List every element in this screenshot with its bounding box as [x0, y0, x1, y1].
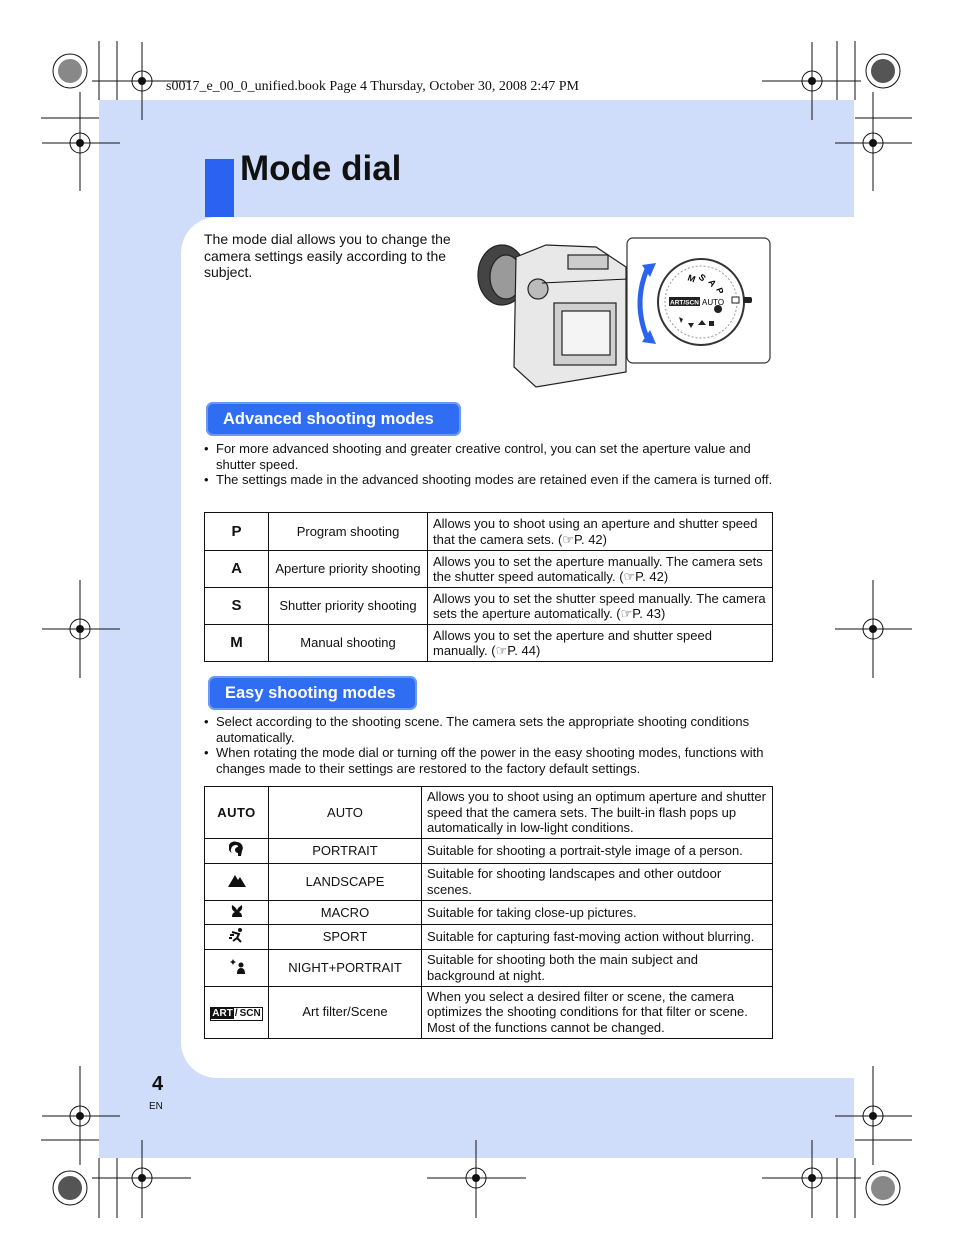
easy-modes-table — [204, 786, 773, 1039]
dial-label-p: P — [714, 286, 726, 296]
table-row — [205, 986, 773, 1038]
dial-label-artscn: ART/SCN — [670, 299, 699, 307]
list-item: • The settings made in the advanced shooting modes are retained even if the camera is turned off. — [204, 472, 774, 488]
mode-name: MACRO — [269, 900, 422, 925]
mode-description: Allows you to set the shutter speed manually. The camera sets the aperture automatically. (☞P. 43) — [428, 588, 773, 625]
night-portrait-icon — [228, 958, 246, 974]
mode-symbol: S — [205, 588, 269, 625]
dial-label-m: M — [686, 272, 697, 285]
table-row — [205, 551, 773, 588]
table-row — [205, 625, 773, 662]
mode-symbol: A — [205, 551, 269, 588]
camera-mode-dial-illustration — [476, 237, 772, 391]
mode-description: Allows you to shoot using an aperture and shutter speed that the camera sets. (☞P. 42) — [428, 513, 773, 551]
mode-description: Suitable for shooting both the main subject and background at night. — [422, 949, 773, 986]
table-row — [205, 863, 773, 900]
mode-description: Allows you to shoot using an optimum aperture and shutter speed that the camera sets. The built-in flash pops up automatically in low-light conditions. — [422, 787, 773, 839]
mode-name: Manual shooting — [269, 625, 428, 662]
art-scn-icon: ART / SCN — [212, 1007, 261, 1019]
table-row — [205, 787, 773, 839]
mode-description: Allows you to set the aperture and shutter speed manually. (☞P. 44) — [428, 625, 773, 662]
list-item: • Select according to the shooting scene. The camera sets the appropriate shooting conditions automatically. — [204, 714, 774, 745]
portrait-icon — [229, 841, 245, 857]
camera-icon — [478, 245, 626, 387]
mode-description: Suitable for capturing fast-moving action without blurring. — [422, 925, 773, 950]
table-row — [205, 588, 773, 625]
advanced-modes-heading: Advanced shooting modes — [206, 402, 461, 436]
page-number: 4 — [152, 1073, 164, 1095]
mode-symbol: M — [205, 625, 269, 662]
table-row — [205, 925, 773, 950]
auto-icon: AUTO — [217, 804, 256, 820]
macro-icon — [229, 903, 245, 919]
table-row — [205, 949, 773, 986]
page-title: Mode dial — [240, 149, 402, 188]
list-item: • For more advanced shooting and greater creative control, you can set the aperture value and shutter speed. — [204, 441, 774, 472]
dial-label-a: A — [706, 277, 719, 289]
table-row — [205, 513, 773, 551]
table-row — [205, 839, 773, 864]
easy-modes-heading: Easy shooting modes — [208, 676, 417, 710]
mode-name: Aperture priority shooting — [269, 551, 428, 588]
mode-name: Shutter priority shooting — [269, 588, 428, 625]
mode-description: Suitable for shooting a portrait-style image of a person. — [422, 839, 773, 864]
dial-label-auto: AUTO — [702, 298, 725, 307]
mode-name: LANDSCAPE — [269, 863, 422, 900]
mode-description: Allows you to set the aperture manually. The camera sets the shutter speed automatically. (☞P. 42) — [428, 551, 773, 588]
mode-name: Program shooting — [269, 513, 428, 551]
language-code: EN — [149, 1101, 163, 1112]
sport-icon — [228, 927, 246, 943]
mode-symbol: P — [205, 513, 269, 551]
title-accent-bar — [205, 159, 234, 217]
print-header: s0017_e_00_0_unified.book Page 4 Thursday, October 30, 2008 2:47 PM — [166, 79, 579, 94]
mode-name: AUTO — [269, 787, 422, 839]
advanced-bullets — [204, 441, 774, 488]
advanced-modes-table — [204, 512, 773, 662]
landscape-icon — [228, 873, 246, 887]
mode-name: PORTRAIT — [269, 839, 422, 864]
mode-name: SPORT — [269, 925, 422, 950]
list-item: • When rotating the mode dial or turning off the power in the easy shooting modes, functions with changes made to their settings are restored to the factory default settings. — [204, 745, 774, 776]
easy-bullets — [204, 714, 774, 776]
table-row — [205, 900, 773, 925]
intro-text: The mode dial allows you to change the camera settings easily according to the subject. — [204, 231, 451, 280]
mode-description: Suitable for shooting landscapes and other outdoor scenes. — [422, 863, 773, 900]
mode-name: NIGHT+PORTRAIT — [269, 949, 422, 986]
mode-description: When you select a desired filter or scene, the camera optimizes the shooting conditions for that filter or scene. Most of the functions cannot be changed. — [422, 986, 773, 1038]
mode-description: Suitable for taking close-up pictures. — [422, 900, 773, 925]
dial-label-s: S — [696, 271, 708, 284]
mode-name: Art filter/Scene — [269, 986, 422, 1038]
